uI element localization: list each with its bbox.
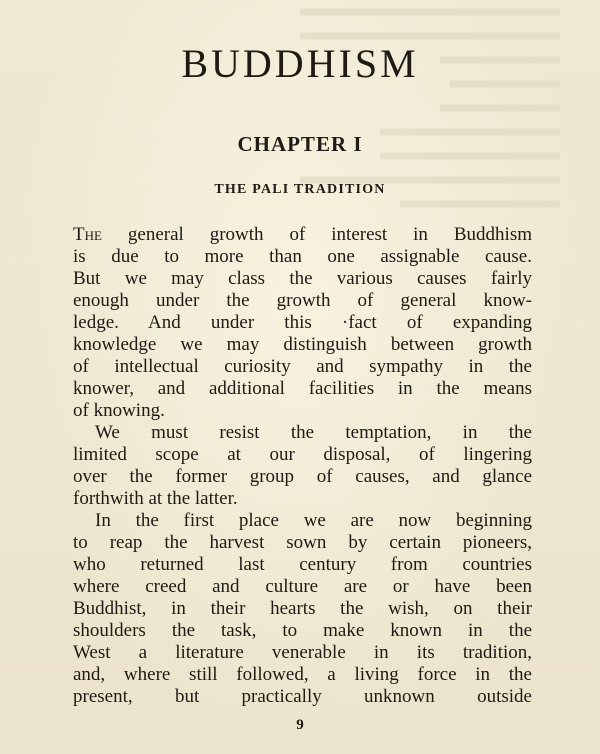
- paragraph-line: West a literature venerable in its tradition,: [73, 642, 532, 663]
- line-text: general growth of interest in Buddhism: [101, 224, 532, 245]
- paragraph-line: to reap the harvest sown by certain pioneers,: [73, 532, 532, 553]
- paragraph-line: enough under the growth of general know-: [73, 290, 532, 311]
- paragraph-line: ledge. And under this ·fact of expanding: [73, 312, 532, 333]
- chapter-number: CHAPTER I: [237, 132, 363, 156]
- paragraph-line: shoulders the task, to make known in the: [73, 620, 532, 641]
- paragraph-3: [73, 510, 532, 708]
- drop-lead-word: The: [73, 224, 102, 245]
- paragraph-line: In the first place we are now beginning: [95, 510, 532, 531]
- paragraph-line: is due to more than one assignable cause.: [73, 246, 532, 267]
- chapter-title: THE PALI TRADITION: [214, 182, 386, 197]
- paragraph-line: But we may class the various causes fairly: [73, 268, 532, 289]
- book-title: BUDDHISM: [181, 41, 419, 86]
- paragraph-line: who returned last century from countries: [73, 554, 532, 575]
- paragraph-1: [73, 224, 532, 422]
- paragraph-line: knowledge we may distinguish between growth: [73, 334, 532, 355]
- page-number: 9: [296, 717, 304, 733]
- paragraph-line: present, but practically unknown outside: [73, 686, 532, 707]
- paragraph-line: Buddhist, in their hearts the wish, on their: [73, 598, 532, 619]
- paragraph-line: and, where still followed, a living force in the: [73, 664, 532, 685]
- paragraph-line: knower, and additional facilities in the means: [73, 378, 532, 399]
- paragraph-line: of knowing.: [73, 400, 165, 421]
- paragraph-line: where creed and culture are or have been: [73, 576, 532, 597]
- paragraph-line: We must resist the temptation, in the: [95, 422, 532, 443]
- paragraph-line: limited scope at our disposal, of lingering: [73, 444, 532, 465]
- paragraph-line: over the former group of causes, and glance: [73, 466, 532, 487]
- paragraph-2: [73, 422, 532, 510]
- paragraph-line: [73, 224, 532, 246]
- paragraph-line: of intellectual curiosity and sympathy in the: [73, 356, 532, 377]
- paragraph-line: forthwith at the latter.: [73, 488, 238, 509]
